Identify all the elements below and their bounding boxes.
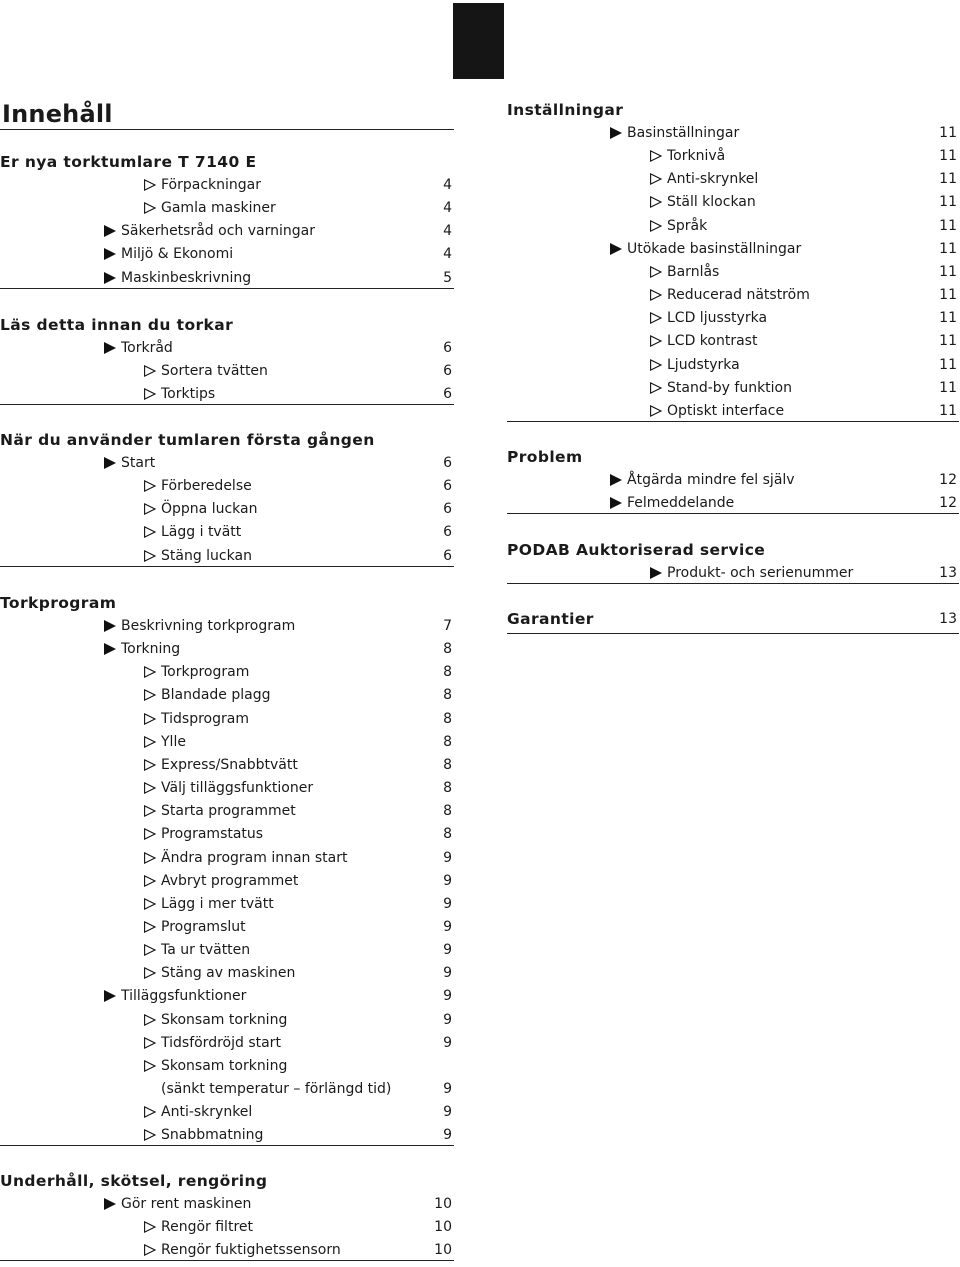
outline-triangle-bullet-icon <box>143 713 157 725</box>
filled-triangle-bullet-icon <box>103 620 117 632</box>
filled-triangle-bullet-icon <box>103 342 117 354</box>
toc-entry <box>143 1240 452 1260</box>
toc-entry <box>649 192 957 212</box>
filled-triangle-bullet-icon <box>103 272 117 284</box>
toc-entry-label: Programslut <box>161 918 246 935</box>
toc-entry-label: Snabbmatning <box>161 1127 264 1144</box>
toc-entry <box>143 685 452 705</box>
toc-entry-label: Miljö & Ekonomi <box>121 246 234 263</box>
toc-entry-page-number: 9 <box>443 1034 452 1051</box>
toc-entry <box>143 848 452 868</box>
section-divider <box>0 566 454 567</box>
toc-entry-label: Torktips <box>161 386 216 403</box>
toc-entry-label: Utökade basinställningar <box>627 240 802 257</box>
toc-entry <box>143 940 452 960</box>
section-heading: Torkprogram <box>0 594 117 612</box>
black-tab-marker <box>453 3 504 79</box>
toc-entry-label: Barnlås <box>667 263 720 280</box>
toc-entry-page-number: 11 <box>939 125 957 141</box>
filled-triangle-bullet-icon <box>103 990 117 1002</box>
toc-entry-page-number: 6 <box>443 501 452 518</box>
toc-entry-page-number: 11 <box>939 333 957 350</box>
filled-triangle-bullet-icon <box>103 457 117 469</box>
toc-entry-label: Gamla maskiner <box>161 200 276 217</box>
toc-entry-page-number: 8 <box>443 641 452 658</box>
toc-entry-label: Basinställningar <box>627 125 740 141</box>
toc-entry <box>143 1217 452 1237</box>
outline-triangle-bullet-icon <box>143 1129 157 1141</box>
toc-entry-label: Torknivå <box>667 148 726 165</box>
section-divider <box>507 513 959 514</box>
outline-triangle-bullet-icon <box>143 1221 157 1233</box>
toc-entry-page-number: 11 <box>939 217 957 234</box>
toc-entry-page-number: 4 <box>443 200 452 217</box>
toc-entry-label: Felmeddelande <box>627 495 735 512</box>
toc-entry <box>143 1033 452 1053</box>
toc-entry-label: Produkt- och serienummer <box>667 565 854 581</box>
toc-entry <box>649 378 957 398</box>
toc-entry <box>143 198 452 218</box>
toc-entry-page-number: 12 <box>939 472 957 488</box>
outline-triangle-bullet-icon <box>649 173 663 185</box>
outline-triangle-bullet-icon <box>143 1037 157 1049</box>
section-heading: Er nya torktumlare T 7140 E <box>0 153 257 171</box>
toc-entry <box>649 355 957 375</box>
toc-entry <box>143 824 452 844</box>
toc-entry-page-number: 9 <box>443 872 452 889</box>
toc-entry <box>143 175 452 195</box>
toc-entry-label: Stand-by funktion <box>667 379 792 396</box>
outline-triangle-bullet-icon <box>143 805 157 817</box>
toc-entry-page-number: 9 <box>443 895 452 912</box>
toc-entry-label: Förpackningar <box>161 177 262 193</box>
toc-entry <box>143 662 452 682</box>
toc-entry-page-number: 6 <box>443 340 452 356</box>
toc-entry <box>143 778 452 798</box>
toc-entry-label: Ljudstyrka <box>667 356 740 373</box>
toc-entry-label: Lägg i tvätt <box>161 524 242 541</box>
toc-entry <box>103 338 452 358</box>
toc-entry-page-number: 8 <box>443 780 452 797</box>
toc-entry <box>103 986 452 1006</box>
toc-entry <box>143 755 452 775</box>
toc-entry-page-number: 9 <box>443 1081 452 1097</box>
toc-entry <box>143 361 452 381</box>
toc-entry <box>143 1125 452 1145</box>
section-divider <box>0 1260 454 1261</box>
toc-entry <box>649 262 957 282</box>
outline-triangle-bullet-icon <box>649 359 663 371</box>
toc-entry-page-number: 9 <box>443 942 452 959</box>
toc-entry-label: Lägg i mer tvätt <box>161 895 274 912</box>
toc-entry-page-number: 11 <box>939 287 957 304</box>
toc-entry-label: Torkprogram <box>161 664 250 681</box>
outline-triangle-bullet-icon <box>143 179 157 191</box>
toc-entry-page-number: 8 <box>443 710 452 727</box>
outline-triangle-bullet-icon <box>143 898 157 910</box>
outline-triangle-bullet-icon <box>143 1060 157 1072</box>
filled-triangle-bullet-icon <box>609 497 623 509</box>
toc-entry <box>649 146 957 166</box>
toc-entry-label: Skonsam torkning <box>161 1011 288 1028</box>
toc-entry-page-number: 4 <box>443 223 452 240</box>
outline-triangle-bullet-icon <box>143 666 157 678</box>
toc-entry-page-number: 6 <box>443 478 452 495</box>
toc-entry-label: Säkerhetsråd och varningar <box>121 223 315 240</box>
outline-triangle-bullet-icon <box>143 365 157 377</box>
toc-entry <box>143 801 452 821</box>
toc-entry-label: Ylle <box>161 733 186 750</box>
section-heading: Inställningar <box>507 101 624 119</box>
toc-entry <box>103 268 452 288</box>
toc-entry-label: Rengör fuktighetssensorn <box>161 1242 341 1259</box>
outline-triangle-bullet-icon <box>143 852 157 864</box>
toc-entry <box>103 1194 452 1214</box>
toc-entry-page-number: 11 <box>939 310 957 327</box>
outline-triangle-bullet-icon <box>649 289 663 301</box>
toc-entry-page-number: 4 <box>443 177 452 193</box>
toc-entry-label: Rengör filtret <box>161 1219 253 1236</box>
toc-entry-label: Tidsfördröjd start <box>161 1034 281 1051</box>
toc-entry-label: Torkråd <box>121 340 173 356</box>
toc-entry-page-number: 8 <box>443 803 452 820</box>
page-title: Innehåll <box>2 100 113 128</box>
toc-entry <box>609 239 957 259</box>
toc-entry <box>143 871 452 891</box>
toc-entry-label: Ta ur tvätten <box>161 942 251 959</box>
toc-entry-label: Stäng luckan <box>161 547 252 564</box>
toc-entry-label: LCD ljusstyrka <box>667 310 768 327</box>
toc-entry-page-number: 12 <box>939 495 957 512</box>
outline-triangle-bullet-icon <box>143 1244 157 1256</box>
outline-triangle-bullet-icon <box>649 335 663 347</box>
toc-entry-label: Programstatus <box>161 826 264 843</box>
outline-triangle-bullet-icon <box>143 480 157 492</box>
outline-triangle-bullet-icon <box>143 202 157 214</box>
toc-entry-page-number: 4 <box>443 246 452 263</box>
toc-entry-label: Ändra program innan start <box>161 849 348 866</box>
section-heading: Underhåll, skötsel, rengöring <box>0 1172 268 1190</box>
filled-triangle-bullet-icon <box>103 248 117 260</box>
toc-entry-label: Maskinbeskrivning <box>121 269 252 286</box>
filled-triangle-bullet-icon <box>609 243 623 255</box>
toc-entry-page-number: 9 <box>443 965 452 982</box>
section-heading: PODAB Auktoriserad service <box>507 541 766 559</box>
toc-entry-page-number: 8 <box>443 826 452 843</box>
toc-entry-label: Torkning <box>121 641 181 658</box>
toc-entry-page-number: 9 <box>443 1011 452 1028</box>
toc-entry <box>143 963 452 983</box>
toc-entry <box>143 476 452 496</box>
toc-entry <box>143 522 452 542</box>
toc-entry-label: Öppna luckan <box>161 501 258 518</box>
outline-triangle-bullet-icon <box>143 1106 157 1118</box>
toc-entry-page-number: 8 <box>443 733 452 750</box>
outline-triangle-bullet-icon <box>649 220 663 232</box>
outline-triangle-bullet-icon <box>649 382 663 394</box>
section-heading: Läs detta innan du torkar <box>0 316 234 334</box>
toc-entry <box>649 563 957 583</box>
toc-entry-page-number: 11 <box>939 171 957 188</box>
toc-entry <box>103 244 452 264</box>
outline-triangle-bullet-icon <box>143 921 157 933</box>
toc-entry-page-number: 8 <box>443 756 452 773</box>
toc-entry-label: LCD kontrast <box>667 333 758 350</box>
toc-entry-page-number: 7 <box>443 618 452 634</box>
outline-triangle-bullet-icon <box>143 875 157 887</box>
toc-entry-page-number: 5 <box>443 269 452 286</box>
outline-triangle-bullet-icon <box>649 312 663 324</box>
outline-triangle-bullet-icon <box>143 759 157 771</box>
title-divider <box>0 129 454 130</box>
outline-triangle-bullet-icon <box>143 828 157 840</box>
toc-entry <box>609 493 957 513</box>
outline-triangle-bullet-icon <box>143 1014 157 1026</box>
toc-entry <box>143 1102 452 1122</box>
toc-entry-page-number: 10 <box>434 1196 452 1212</box>
toc-entry-page-number: 8 <box>443 664 452 681</box>
section-divider <box>507 633 959 634</box>
toc-entry-label: Beskrivning torkprogram <box>121 618 296 634</box>
toc-entry-label: Välj tilläggsfunktioner <box>161 780 314 797</box>
toc-entry-page-number: 11 <box>939 402 957 419</box>
toc-entry-page-number: 6 <box>443 386 452 403</box>
outline-triangle-bullet-icon <box>143 944 157 956</box>
outline-triangle-bullet-icon <box>143 388 157 400</box>
outline-triangle-bullet-icon <box>143 689 157 701</box>
section-divider <box>507 583 959 584</box>
outline-triangle-bullet-icon <box>143 526 157 538</box>
toc-entry <box>609 123 957 143</box>
toc-entry-label: Start <box>121 455 156 471</box>
toc-entry-page-number: 11 <box>939 240 957 257</box>
toc-entry-label: Tilläggsfunktioner <box>121 988 247 1005</box>
toc-entry <box>143 917 452 937</box>
toc-entry-label: Reducerad nätström <box>667 287 810 304</box>
toc-entry-label: Förberedelse <box>161 478 252 495</box>
toc-entry-page-number: 11 <box>939 194 957 211</box>
toc-entry-page-number: 9 <box>443 1127 452 1144</box>
toc-entry-page-number: 9 <box>443 849 452 866</box>
toc-entry-label: Ställ klockan <box>667 194 756 211</box>
toc-entry <box>103 453 452 473</box>
toc-entry-label: Åtgärda mindre fel själv <box>627 472 795 488</box>
toc-entry-page-number: 11 <box>939 263 957 280</box>
toc-entry-page-number: 11 <box>939 148 957 165</box>
toc-entry <box>609 470 957 490</box>
toc-entry-page-number: 13 <box>939 565 957 581</box>
filled-triangle-bullet-icon <box>103 643 117 655</box>
toc-entry <box>143 894 452 914</box>
section-divider <box>0 404 454 405</box>
toc-entry <box>143 1010 452 1030</box>
section-divider <box>0 288 454 289</box>
toc-entry <box>143 732 452 752</box>
toc-entry-page-number: 6 <box>443 524 452 541</box>
toc-entry-page-number: 9 <box>443 1104 452 1121</box>
toc-entry-page-number: 9 <box>443 988 452 1005</box>
filled-triangle-bullet-icon <box>609 474 623 486</box>
toc-entry-page-number: 6 <box>443 363 452 380</box>
toc-entry <box>103 639 452 659</box>
section-divider <box>0 1145 454 1146</box>
toc-entry-label: Tidsprogram <box>161 710 249 727</box>
toc-entry-label: (sänkt temperatur – förlängd tid) <box>161 1081 392 1097</box>
toc-entry-label: Anti-skrynkel <box>667 171 759 188</box>
toc-entry-page-number: 10 <box>434 1242 452 1259</box>
toc-entry-label: Anti-skrynkel <box>161 1104 253 1121</box>
toc-entry <box>649 331 957 351</box>
section-heading: När du använder tumlaren första gången <box>0 431 375 449</box>
toc-entry-page-number: 10 <box>434 1219 452 1236</box>
toc-entry <box>143 384 452 404</box>
toc-entry-page-number: 6 <box>443 455 452 471</box>
toc-entry <box>143 1056 452 1076</box>
toc-entry-page-number: 6 <box>443 547 452 564</box>
toc-entry-page-number: 8 <box>443 687 452 704</box>
toc-entry-label: Stäng av maskinen <box>161 965 296 982</box>
toc-entry <box>649 169 957 189</box>
outline-triangle-bullet-icon <box>143 736 157 748</box>
outline-triangle-bullet-icon <box>649 266 663 278</box>
toc-entry-label: Express/Snabbtvätt <box>161 756 298 773</box>
toc-entry <box>143 1079 452 1099</box>
toc-entry <box>103 616 452 636</box>
outline-triangle-bullet-icon <box>143 550 157 562</box>
toc-entry <box>143 709 452 729</box>
toc-entry-page-number: 9 <box>443 918 452 935</box>
toc-entry-label: Språk <box>667 217 708 234</box>
toc-entry <box>143 546 452 566</box>
toc-entry <box>143 499 452 519</box>
section-heading: Garantier <box>507 610 594 628</box>
toc-entry-label: Starta programmet <box>161 803 296 820</box>
toc-entry-label: Sortera tvätten <box>161 363 268 380</box>
outline-triangle-bullet-icon <box>649 196 663 208</box>
outline-triangle-bullet-icon <box>143 782 157 794</box>
filled-triangle-bullet-icon <box>103 1198 117 1210</box>
toc-entry-label: Optiskt interface <box>667 402 785 419</box>
toc-entry <box>649 216 957 236</box>
outline-triangle-bullet-icon <box>143 967 157 979</box>
outline-triangle-bullet-icon <box>649 405 663 417</box>
toc-entry <box>649 308 957 328</box>
outline-triangle-bullet-icon <box>143 503 157 515</box>
toc-entry-page-number: 11 <box>939 379 957 396</box>
section-page-number: 13 <box>939 611 957 627</box>
section-divider <box>507 421 959 422</box>
toc-entry <box>649 401 957 421</box>
toc-entry-page-number: 11 <box>939 356 957 373</box>
toc-entry-label: Blandade plagg <box>161 687 271 704</box>
toc-entry-label: Gör rent maskinen <box>121 1196 252 1212</box>
toc-entry-label: Avbryt programmet <box>161 872 299 889</box>
outline-triangle-bullet-icon <box>649 150 663 162</box>
toc-entry <box>103 221 452 241</box>
toc-entry <box>649 285 957 305</box>
section-heading: Problem <box>507 448 583 466</box>
filled-triangle-bullet-icon <box>609 127 623 139</box>
filled-triangle-bullet-icon <box>103 225 117 237</box>
filled-triangle-bullet-icon <box>649 567 663 579</box>
toc-entry-label: Skonsam torkning <box>161 1057 288 1074</box>
